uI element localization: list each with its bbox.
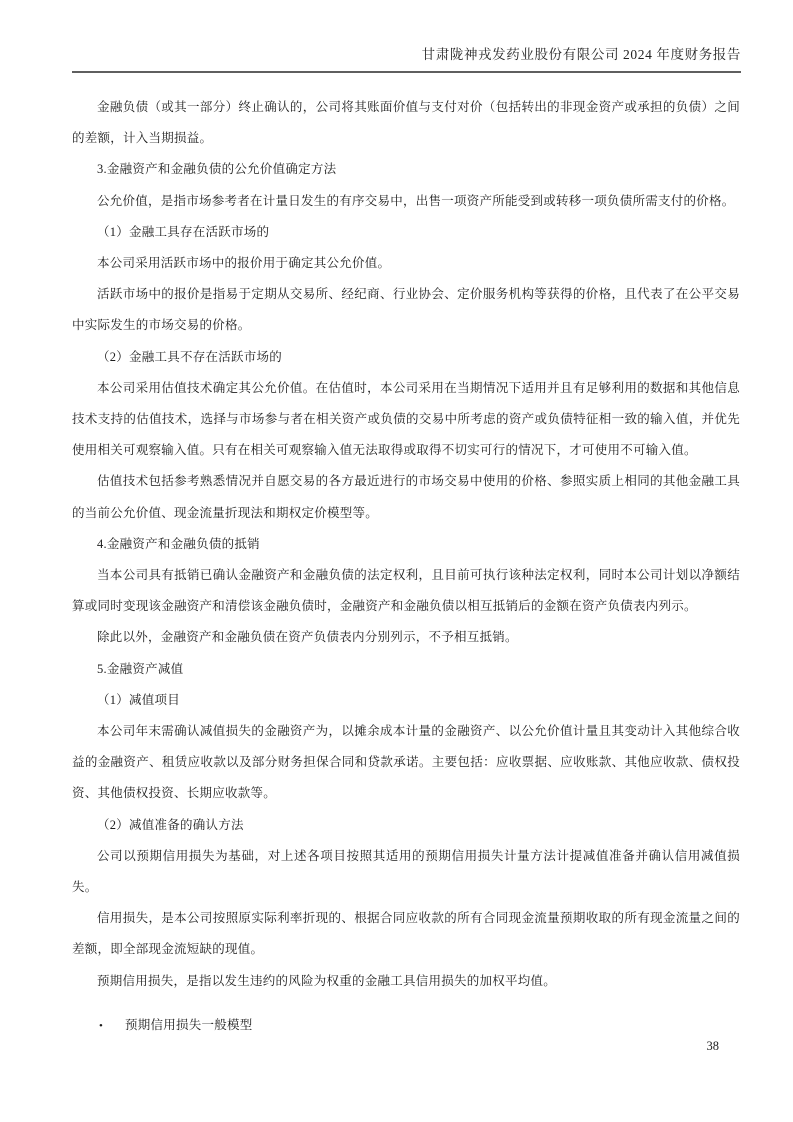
paragraph: 公司以预期信用损失为基础，对上述各项目按照其适用的预期信用损失计量方法计提减值准备并确认信用减值损失。 bbox=[72, 848, 740, 895]
document-body bbox=[72, 73, 740, 1042]
paragraph: 本公司采用估值技术确定其公允价值。在估值时，本公司采用在当期情况下适用并且有足够利用的数据和其他信息技术支持的估值技术，选择与市场参与者在相关资产或负债的交易中所考虑的资产或负债特征相一致的输入值，并优先使用相关可观察输入值。只有在相关可观察输入值无法取得或取得不切实可行的情况下，才可使用不可输入值。 bbox=[72, 380, 740, 458]
section-heading: 3.金融资产和金融负债的公允价值确定方法 bbox=[97, 162, 337, 177]
header-title: 甘肃陇神戎发药业股份有限公司 2024 年度财务报告 bbox=[421, 47, 741, 62]
section-heading: 4.金融资产和金融负债的抵销 bbox=[97, 536, 260, 551]
sub-heading: （1）金融工具存在活跃市场的 bbox=[97, 224, 270, 239]
bullet-list-item bbox=[72, 1010, 740, 1042]
paragraph: 信用损失，是本公司按照原实际利率折现的、根据合同应收款的所有合同现金流量预期收取的所有现金流量之间的差额，即全部现金流短缺的现值。 bbox=[72, 911, 740, 957]
page-number: 38 bbox=[706, 1039, 719, 1053]
paragraph: 除此以外，金融资产和金融负债在资产负债表内分别列示，不予相互抵销。 bbox=[97, 630, 518, 645]
paragraph: 本公司年末需确认减值损失的金融资产为，以摊余成本计量的金融资产、以公允价值计量且其变动计入其他综合收益的金融资产、租赁应收款以及部分财务担保合同和贷款承诺。主要包括：应收票据、应收账款、其他应收款、债权投资、其他债权投资、长期应收款等。 bbox=[72, 724, 740, 801]
bullet-marker-icon: • bbox=[99, 1019, 104, 1032]
paragraph: 本公司采用活跃市场中的报价用于确定其公允价值。 bbox=[97, 256, 391, 271]
paragraph: 公允价值，是指市场参考者在计量日发生的有序交易中，出售一项资产所能受到或转移一项负债所需支付的价格。 bbox=[97, 193, 735, 208]
paragraph: 估值技术包括参考熟悉情况并自愿交易的各方最近进行的市场交易中使用的价格、参照实质上相同的其他金融工具的当前公允价值、现金流量折现法和期权定价模型等。 bbox=[72, 474, 740, 520]
paragraph: 预期信用损失，是指以发生违约的风险为权重的金融工具信用损失的加权平均值。 bbox=[97, 973, 557, 988]
paragraph: 当本公司具有抵销已确认金融资产和金融负债的法定权利，且目前可执行该种法定权利，同时本公司计划以净额结算或同时变现该金融资产和清偿该金融负债时，金融资产和金融负债以相互抵销后的金额在资产负债表内列示。 bbox=[72, 568, 740, 614]
sub-heading: （1）减值项目 bbox=[97, 692, 181, 707]
paragraph: 活跃市场中的报价是指易于定期从交易所、经纪商、行业协会、定价服务机构等获得的价格，且代表了在公平交易中实际发生的市场交易的价格。 bbox=[72, 287, 740, 333]
sub-heading: （2）减值准备的确认方法 bbox=[97, 817, 244, 832]
bullet-item-text: 预期信用损失一般模型 bbox=[125, 1017, 253, 1032]
section-heading: 5.金融资产减值 bbox=[97, 661, 184, 676]
sub-heading: （2）金融工具不存在活跃市场的 bbox=[97, 349, 283, 364]
paragraph: 金融负债（或其一部分）终止确认的，公司将其账面价值与支付对价（包括转出的非现金资产或承担的负债）之间的差额，计入当期损益。 bbox=[72, 100, 740, 146]
page-header bbox=[72, 0, 741, 73]
